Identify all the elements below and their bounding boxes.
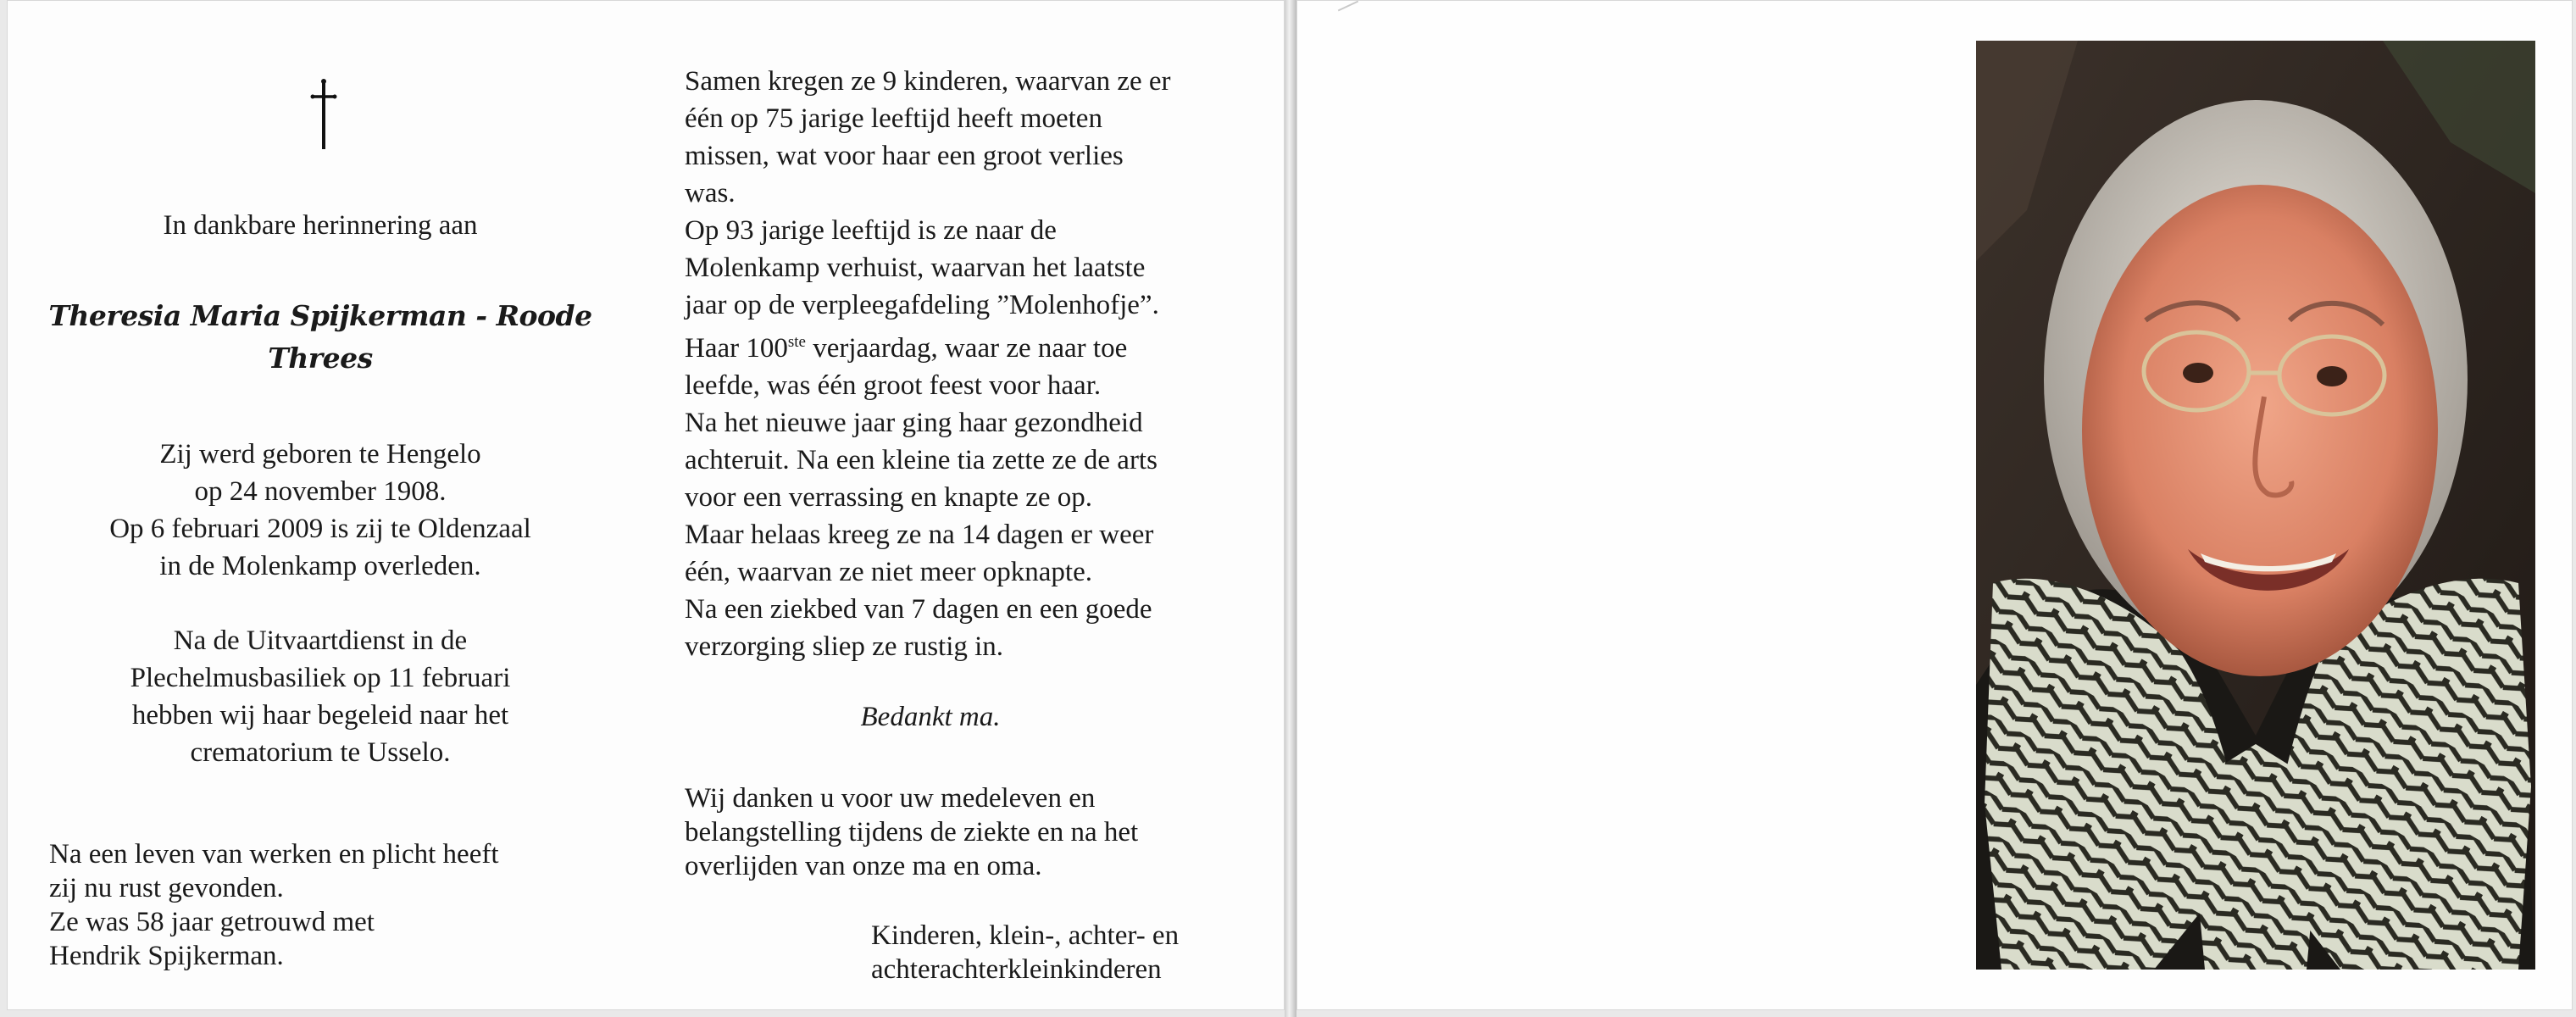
- story-line-birthday: [685, 324, 1285, 367]
- paper-speck: [1338, 1, 1358, 12]
- story-line: één, waarvan ze niet meer opknapte.: [685, 557, 1092, 587]
- life-line: Na een leven van werken en plicht heeft: [49, 839, 499, 870]
- service-line: crematorium te Usselo.: [190, 737, 451, 768]
- story-line: jaar op de verpleegafdeling ”Molenhofje”.: [685, 290, 1159, 320]
- life-block: [49, 837, 634, 973]
- latin-cross-icon: [298, 76, 349, 153]
- story-line: voor een verrassing en knapte ze op.: [685, 482, 1093, 513]
- story-line: verzorging sliep ze rustig in.: [685, 631, 1004, 662]
- story-text: verjaardag, waar ze naar toe: [805, 333, 1128, 364]
- life-story-block: [685, 63, 1285, 665]
- right-text-column: [685, 0, 1285, 1010]
- life-line: Ze was 58 jaar getrouwd met: [49, 907, 375, 937]
- story-line: achteruit. Na een kleine tia zette ze de arts: [685, 445, 1158, 475]
- thanks-mother-text: Bedankt ma.: [860, 702, 1001, 732]
- story-line: was.: [685, 178, 736, 208]
- death-line: Op 6 februari 2009 is zij te Oldenzaal: [109, 514, 531, 544]
- deceased-name: Theresia Maria Spijkerman - Roode: [48, 299, 592, 332]
- story-line: Molenkamp verhuist, waarvan het laatste: [685, 253, 1146, 283]
- death-place: in de Molenkamp overleden.: [159, 551, 481, 581]
- life-line: Hendrik Spijkerman.: [49, 941, 284, 971]
- thanks-line: overlijden van onze ma en oma.: [685, 851, 1042, 881]
- story-line: Maar helaas kreeg ze na 14 dagen er weer: [685, 520, 1154, 550]
- superscript-ste: ste: [787, 333, 806, 351]
- story-line: leefde, was één groot feest voor haar.: [685, 370, 1102, 401]
- story-line: Op 93 jarige leeftijd is ze naar de: [685, 215, 1057, 246]
- signature-line: achterachterkleinkinderen: [871, 954, 1162, 985]
- story-line: Na het nieuwe jaar ging haar gezondheid: [685, 408, 1143, 438]
- service-line: hebben wij haar begeleid naar het: [131, 700, 509, 731]
- birth-date: op 24 november 1908.: [194, 476, 447, 507]
- story-line: Samen kregen ze 9 kinderen, waarvan ze er: [685, 66, 1171, 97]
- thanks-line: Wij danken u voor uw medeleven en: [685, 783, 1096, 814]
- signature-line: Kinderen, klein-, achter- en: [871, 920, 1180, 951]
- signature-block: [871, 919, 1285, 986]
- service-line: Plechelmusbasiliek op 11 februari: [130, 663, 511, 693]
- memorial-card-inside: [7, 0, 1285, 1010]
- dedication-text: In dankbare herinnering aan: [163, 210, 478, 241]
- birth-line: Zij werd geboren te Hengelo: [159, 439, 481, 470]
- service-block: [7, 622, 634, 771]
- card-fold-shadow: [1285, 0, 1296, 1017]
- life-line: zij nu rust gevonden.: [49, 873, 284, 903]
- thanks-block: [685, 781, 1285, 883]
- story-line: één op 75 jarige leeftijd heeft moeten: [685, 103, 1102, 134]
- story-text: Haar 100: [685, 333, 788, 364]
- left-column: [7, 0, 634, 1010]
- birth-death-block: [7, 436, 634, 585]
- story-line: Na een ziekbed van 7 dagen en een goede: [685, 594, 1152, 625]
- deceased-nickname: Threes: [268, 342, 373, 375]
- portrait-photo-icon: [1976, 41, 2535, 970]
- service-line: Na de Uitvaartdienst in de: [173, 625, 468, 656]
- memorial-card-cover: [1296, 0, 2573, 1010]
- thanks-line: belangstelling tijdens de ziekte en na het: [685, 817, 1139, 848]
- portrait-illustration: [1976, 41, 2535, 970]
- story-line: missen, wat voor haar een groot verlies: [685, 141, 1124, 171]
